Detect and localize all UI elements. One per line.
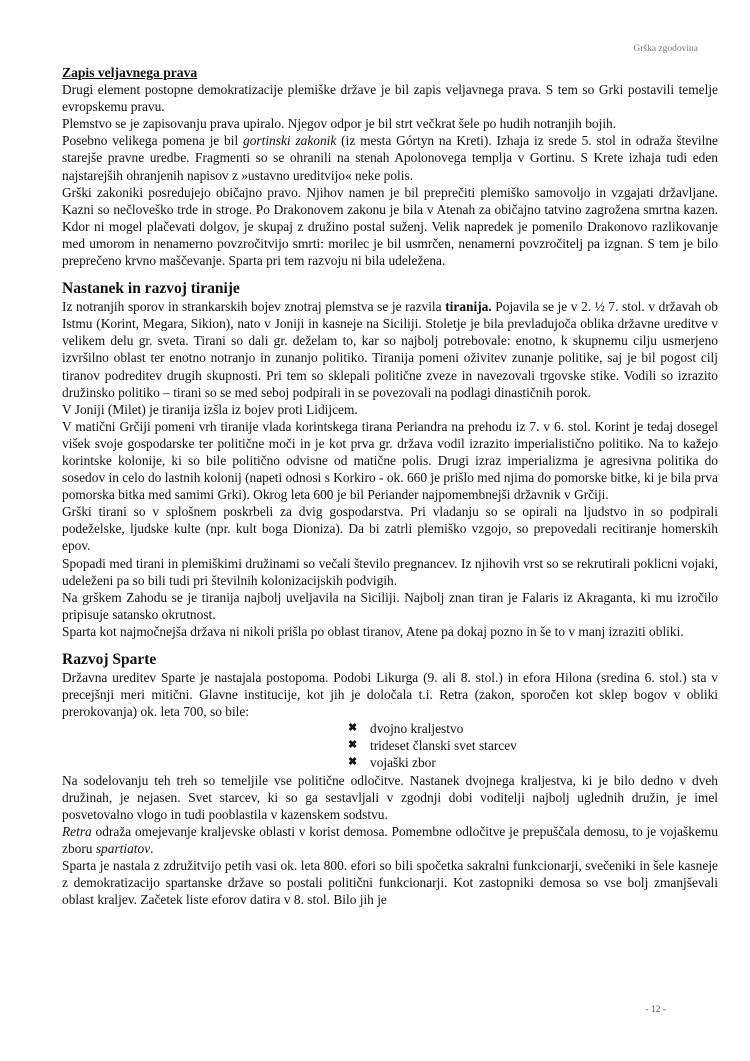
institutions-list <box>62 720 718 771</box>
emphasis-spartiatov: spartiatov <box>95 840 151 856</box>
list-item-text: vojaški zbor <box>370 755 436 771</box>
paragraph: Sparta kot najmočnejša država ni nikoli prišla po oblast tiranov, Atene pa dokaj pozno in še to v manj izraziti obliki. <box>62 623 684 639</box>
text: . <box>150 840 154 856</box>
x-bullet-icon: ✖ <box>348 756 358 769</box>
paragraph: Grški tirani so v splošnem poskrbeli za dvig gospodarstva. Pri vladanju so se opirali na ljudstvo in so podpirali podeželske, ljudske kulte (npr. kult boga Dioniza). Da bi zatrli plemiško vzgojo, so prepovedali recitiranje homerskih epov. <box>62 504 718 554</box>
running-header: Grška zgodovina <box>633 44 698 54</box>
section-heading-tiranija: Nastanek in razvoj tiranije <box>62 280 240 298</box>
text: Posebno velikega pomena je bil <box>62 133 244 149</box>
paragraph: Sparta je nastala z združitvijo petih vasi ok. leta 800. efori so bili spočetka sakralni funkcionarji, svečeniki in šele kasneje z demokratizacijo spartanske države so postali politični funkcionarji. Kot zastopniki demosa so vse bolj zmanjševali oblast kraljev. Začetek liste eforov datira v 8. stol. Bilo jih je <box>62 858 718 908</box>
text: Pojavila se je v 2. ½ 7. stol. v državah ob Istmu (Korint, Megara, Sikion), nato v Joniji in kasneje na Siciliji. Stoletje je bila prevladujoča oblika državne ureditve v velikem delu gr. sveta. Tirani so dali gr. deželam to, kar so najbolj potrebovale: enotno, k skupnemu cilju usmerjeno izvršilno oblast ter enotno notranjo in zunanjo politiko. Tiranija pomeni oživitev zunanje politike, saj je bil pogost cilj tiranov podreditev drugih skupnosti. Pri tem so sklepali politične zveze in navezovali trgovske stike. Vodili so izrazito družinsko politiko – tirani so se med seboj podpirali in se povezovali na podlagi dinastičnih porok. <box>62 299 719 400</box>
list-item-text: trideset članski svet starcev <box>370 738 517 754</box>
paragraph: Drugi element postopne demokratizacije plemiške države je bil zapis veljavnega prava. S tem so Grki postavili temelje evropskemu pravu. <box>62 82 718 115</box>
paragraph: V matični Grčiji pomeni vrh tiranije vlada korintskega tirana Periandra na prehodu iz 7. v 6. stol. Korint je tedaj dosegel višek svoje gospodarske ter politične moči in je kot prva gr. država vodil izrazito imperialistično politiko. Na to kažejo korintske kolonije, ki so bile politično odvisne od matične polis. Drugi izraz imperializma je agresivna politika do sosedov in celo do lastnih kolonij (napeti odnosi s Korkiro - ok. 660 je prišlo med njima do pomorske bitke, ki je bila prva pomorska bitka med samimi Grki). Okrog leta 600 je bil Periander najpomembnejši državnik v Grčiji. <box>62 418 718 503</box>
text: Iz notranjih sporov in strankarskih bojev znotraj plemstva se je razvila <box>62 299 446 315</box>
paragraph: V Joniji (Milet) je tiranija izšla iz bojev proti Lidijcem. <box>62 401 358 417</box>
paragraph: Spopadi med tirani in plemiškimi družinami so večali število pregnancev. Iz njihovih vrst so se rekrutirali poklicni vojaki, udeleženi pa so bili tudi pri številnih kolonizacijskih podvigih. <box>62 555 718 588</box>
paragraph <box>62 823 718 857</box>
list-item <box>348 754 718 771</box>
list-item <box>348 720 718 737</box>
text: (iz mesta Górtyn na Kreti). Izhaja iz srede 5. stol in odraža številne starejše pravne uredbe. Fragmenti so se ohranili na stenah Apolonovega templja v Gortinu. S Krete izhaja tudi eden najstarejših ohranjenih napisov z »ustavno ureditvijo« neke polis. <box>62 133 718 183</box>
x-bullet-icon: ✖ <box>348 722 358 735</box>
emphasis-gortinski-zakonik: gortinski zakonik <box>243 133 337 149</box>
emphasis-retra: Retra <box>62 823 92 839</box>
list-item-text: dvojno kraljestvo <box>370 721 464 737</box>
paragraph <box>62 132 718 183</box>
paragraph: Na grškem Zahodu se je tiranija najbolj uveljavila na Siciliji. Najbolj znan tiran je Falaris iz Akraganta, ki mu izročilo pripisuje satansko okrutnost. <box>62 589 718 622</box>
page-number: - 12 - <box>645 1005 666 1015</box>
paragraph: Plemstvo se je zapisovanju prava upiralo. Njegov odpor je bil strt večkrat šele po hudih notranjih bojih. <box>62 116 617 132</box>
text: odraža omejevanje kraljevske oblasti v korist demosa. Pomembne odločitve je prepuščala demosu, to je vojaškemu zboru <box>62 823 718 856</box>
paragraph: Grški zakoniki posredujejo običajno pravo. Njihov namen je bil preprečiti plemiško samovoljo in vzgajati državljane. Kazni so nečloveško trde in stroge. Po Drakonovem zakonu je bila v Atenah za običajno tatvino zagrožena smrtna kazen. Kdor ni mogel plačevati dolgov, je skupaj z družino postal suženj. Velik napredek je pomenilo Drakonovo razlikovanje med umorom in nenamerno povzročitvijo smrti: morilec je bil usmrčen, nenamerni povzročitelj pa izgnan. S tem je bilo preprečeno krvno maščevanje. Sparta pri tem razvoju ni bila udeležena. <box>62 184 718 269</box>
paragraph: Na sodelovanju teh treh so temeljile vse politične odločitve. Nastanek dvojnega kraljestva, ki je bilo dedno v dveh družinah, je nejasen. Svet starcev, ki so ga sestavljali v zgodnji dobi voditelji najbolj uglednih družin, je imel posvetovalno vlogo in tudi pooblastila v kazenskem sodstvu. <box>62 772 718 822</box>
paragraph: Državna ureditev Sparte je nastajala postopoma. Podobi Likurga (9. ali 8. stol.) in efora Hilona (sredina 6. stol.) sta v precejšnji meri mitični. Glavne institucije, kot jih je določala t.i. Retra (zakon, sporočen kot sklep bogov v obliki prerokovanja) ok. leta 700, so bile: <box>62 670 718 720</box>
section-heading-zapis: Zapis veljavnega prava <box>62 65 198 80</box>
page-body <box>62 64 718 908</box>
section-heading-sparta: Razvoj Sparte <box>62 651 157 668</box>
bold-term-tiranija: tiranija. <box>445 299 492 315</box>
list-item <box>348 737 718 754</box>
paragraph <box>62 298 718 401</box>
x-bullet-icon: ✖ <box>348 739 358 752</box>
